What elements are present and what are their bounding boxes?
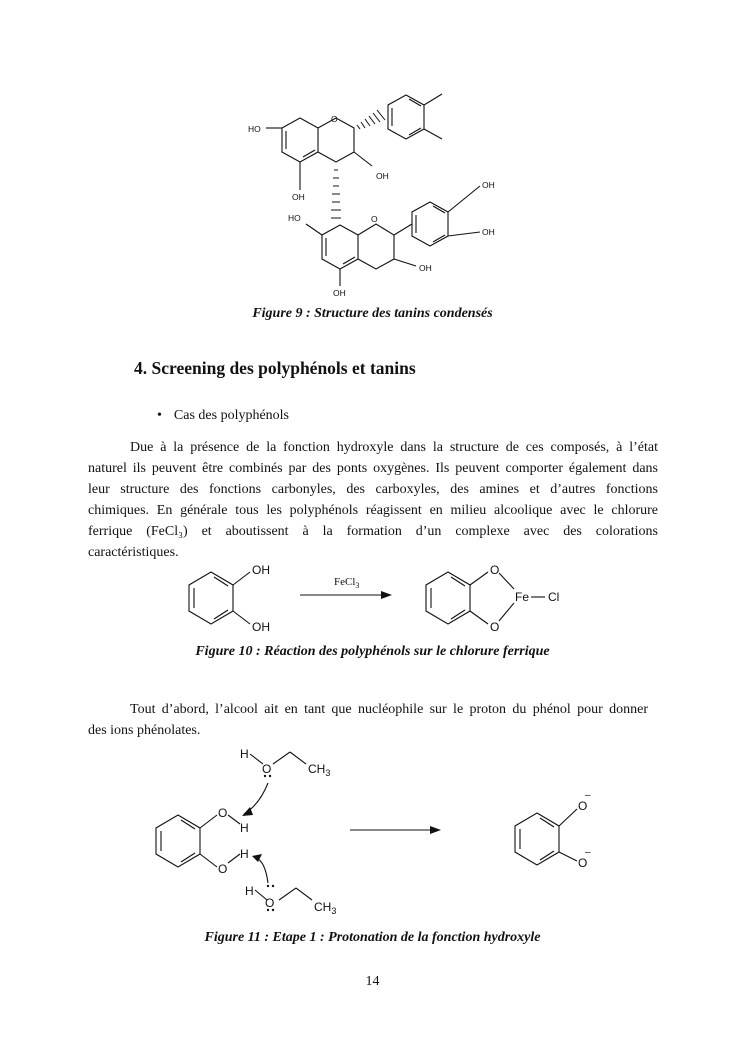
figure10-caption: Figure 10 : Réaction des polyphénols sur le chlorure ferrique xyxy=(195,644,550,659)
fig10-o-top: O xyxy=(490,563,500,577)
fig11-o-bottom: O xyxy=(265,896,275,910)
fig10-reagent: FeCl$_3$ xyxy=(334,576,360,590)
fig10-o-bottom: O xyxy=(490,620,500,634)
para1-line: chimiques. En générale tous les polyphénols réagissent en milieu alcoolique avec le chlorure xyxy=(88,503,658,518)
fig11-o-anion2: O xyxy=(578,856,588,870)
fig11-o-top: O xyxy=(262,762,272,776)
fig10-fe: Fe xyxy=(515,590,530,604)
fig9-oh-catechol-bottom-label: OH xyxy=(482,227,495,237)
paragraph-1 xyxy=(88,437,658,563)
fig9-ho-label: HO xyxy=(248,124,261,134)
fig11-o-phenol1: O xyxy=(218,806,228,820)
fig11-o-phenol2: O xyxy=(218,862,228,876)
page-number: 14 xyxy=(365,974,380,989)
fig9-oh-catechol-top-label: OH xyxy=(482,180,495,190)
para2-line: Tout d’abord, l’alcool ait en tant que nucléophile sur le proton du phénol pour donner xyxy=(130,702,648,717)
fig11-h-phenol2: H xyxy=(240,847,249,861)
para1-line: Due à la présence de la fonction hydroxyle dans la structure de ces composés, à l’état xyxy=(130,440,658,455)
section-heading: 4. Screening des polyphénols et tanins xyxy=(134,358,416,378)
fig9-ring-o-lower-label: O xyxy=(371,214,378,224)
figure11-mechanism xyxy=(0,740,745,920)
fig10-oh-top: OH xyxy=(252,563,270,577)
para1-line: ferrique (FeCl₃) et aboutissent à la formation d’un complexe avec des colorations xyxy=(88,524,658,539)
fig11-minus2: – xyxy=(585,847,591,858)
fig11-ch3-bottom: $CH_3$ xyxy=(314,900,337,916)
fig9-oh-a5-label: OH xyxy=(292,192,305,202)
paragraph-2 xyxy=(88,699,648,741)
figure10-reaction xyxy=(0,555,745,645)
figure9-caption: Figure 9 : Structure des tanins condensés xyxy=(252,306,493,321)
fig9-oh-lower-c3-label: OH xyxy=(419,263,432,273)
fig10-oh-bottom: OH xyxy=(252,620,270,634)
figure9-structure xyxy=(0,0,745,300)
bullet-text: Cas des polyphénols xyxy=(173,408,290,423)
para1-line: caractéristiques. xyxy=(88,545,179,560)
fig11-arrow-head xyxy=(430,826,441,834)
figure11-caption: Figure 11 : Etape 1 : Protonation de la fonction hydroxyle xyxy=(204,930,541,945)
fig11-o-anion1: O xyxy=(578,799,588,813)
fig9-oh-c3-label: OH xyxy=(376,171,389,181)
bullet-dot: • xyxy=(157,408,162,423)
fig11-h-phenol1: H xyxy=(240,821,249,835)
para1-line: leur structure des fonctions carbonyles, des carboxyles, des amines et d’autres fonctions xyxy=(88,482,658,497)
fig11-minus1: – xyxy=(585,790,591,801)
para1-line: naturel ils peuvent être combinés par des ponts oxygènes. Ils peuvent comporter également dans xyxy=(88,461,658,476)
para2-line: des ions phénolates. xyxy=(88,723,201,738)
fig11-h-bottom: H xyxy=(245,884,254,898)
fig10-cl: Cl xyxy=(548,590,560,604)
fig9-ring-o-label: O xyxy=(331,114,338,124)
fig10-arrow-head xyxy=(381,591,392,599)
fig11-h-top: H xyxy=(240,747,249,761)
fig9-ho-lower-label: HO xyxy=(288,213,301,223)
fig11-ch3-top: $CH_3$ xyxy=(308,762,331,778)
fig9-oh-lower-a5-label: OH xyxy=(333,288,346,298)
bullet-item xyxy=(157,408,289,424)
